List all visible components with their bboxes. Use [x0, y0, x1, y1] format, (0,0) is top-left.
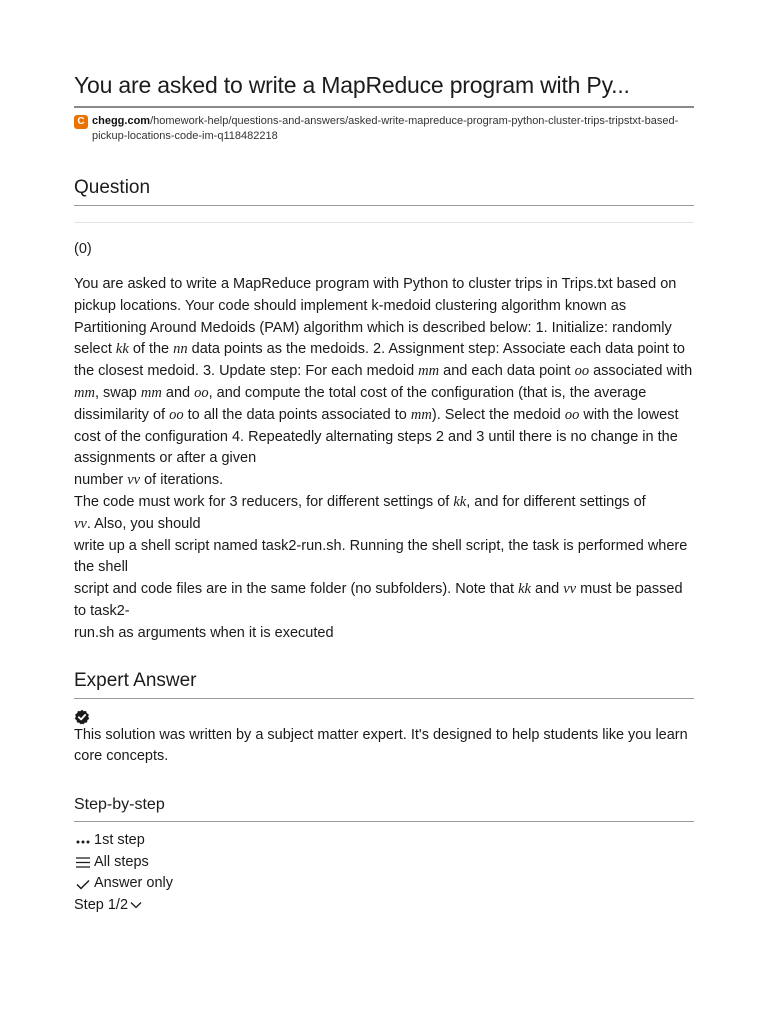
source-domain: chegg.com: [92, 115, 151, 127]
question-heading: Question: [74, 177, 151, 198]
verified-badge-icon: [74, 709, 90, 725]
question-body: You are asked to write a MapReduce program with Python to cluster trips in Trips.txt based on pickup locations. Your code should implement k-medoid clustering algorithm known as Partitioning Around Medoids (PAM) algorithm which is described below: 1. Initialize: randomly select kk of the nn data points as the medoids. 2. Assignment step: Associate each data point to the closest medoid. 3. Update step: For each medoid mm and each data point oo associated with mm, swap mm and oo, and compute the total cost of the configuration (that is, the average dissimilarity of oo to all the data points associated to mm). Select the medoid oo with the lowest cost of the configuration 4. Repeatedly alternating steps 2 and 3 until there is no change in the assignments or after a given number vv of iterations. The code must work for 3 reducers, for different settings of kk, and for different settings of vv. Also, you should write up a shell script named task2-run.sh. Running the shell script, the task is performed where the shell script and code files are in the same folder (no subfolders). Note that kk and vv must be passed to task2- run.sh as arguments when it is executed: [74, 276, 693, 641]
option-label: All steps: [94, 853, 149, 870]
chevron-down-icon: [129, 900, 143, 910]
rating-count: (0): [74, 241, 92, 257]
question-divider-light: [74, 222, 694, 223]
step-by-step-heading: Step-by-step: [74, 796, 165, 814]
list-icon: [74, 855, 92, 869]
option-answer-only[interactable]: [74, 873, 694, 895]
source-url[interactable]: [92, 114, 692, 144]
page-title: You are asked to write a MapReduce program with Py...: [74, 72, 630, 98]
title-divider: [74, 106, 694, 108]
check-icon: [74, 877, 92, 891]
expert-answer-heading: Expert Answer: [74, 669, 197, 691]
expert-answer-divider: [74, 698, 694, 699]
step-label: Step 1/2: [74, 896, 129, 913]
option-label: Answer only: [94, 875, 173, 892]
question-divider: [74, 205, 694, 206]
option-label: 1st step: [94, 832, 145, 849]
source-link[interactable]: [74, 114, 694, 144]
chegg-logo-icon: C: [74, 115, 88, 129]
step-options: [74, 830, 694, 916]
source-path: /homework-help/questions-and-answers/asked-write-mapreduce-program-python-cluster-trips-tripstxt-based-pickup-locations-code-im-q118482218: [92, 115, 679, 142]
expert-note: This solution was written by a subject matter expert. It's designed to help students like you learn core concepts.: [74, 726, 688, 765]
step-selector[interactable]: [74, 895, 694, 917]
step-by-step-divider: [74, 821, 694, 822]
option-all-steps[interactable]: [74, 852, 694, 874]
dots-icon: [74, 834, 92, 848]
option-first-step[interactable]: [74, 830, 694, 852]
